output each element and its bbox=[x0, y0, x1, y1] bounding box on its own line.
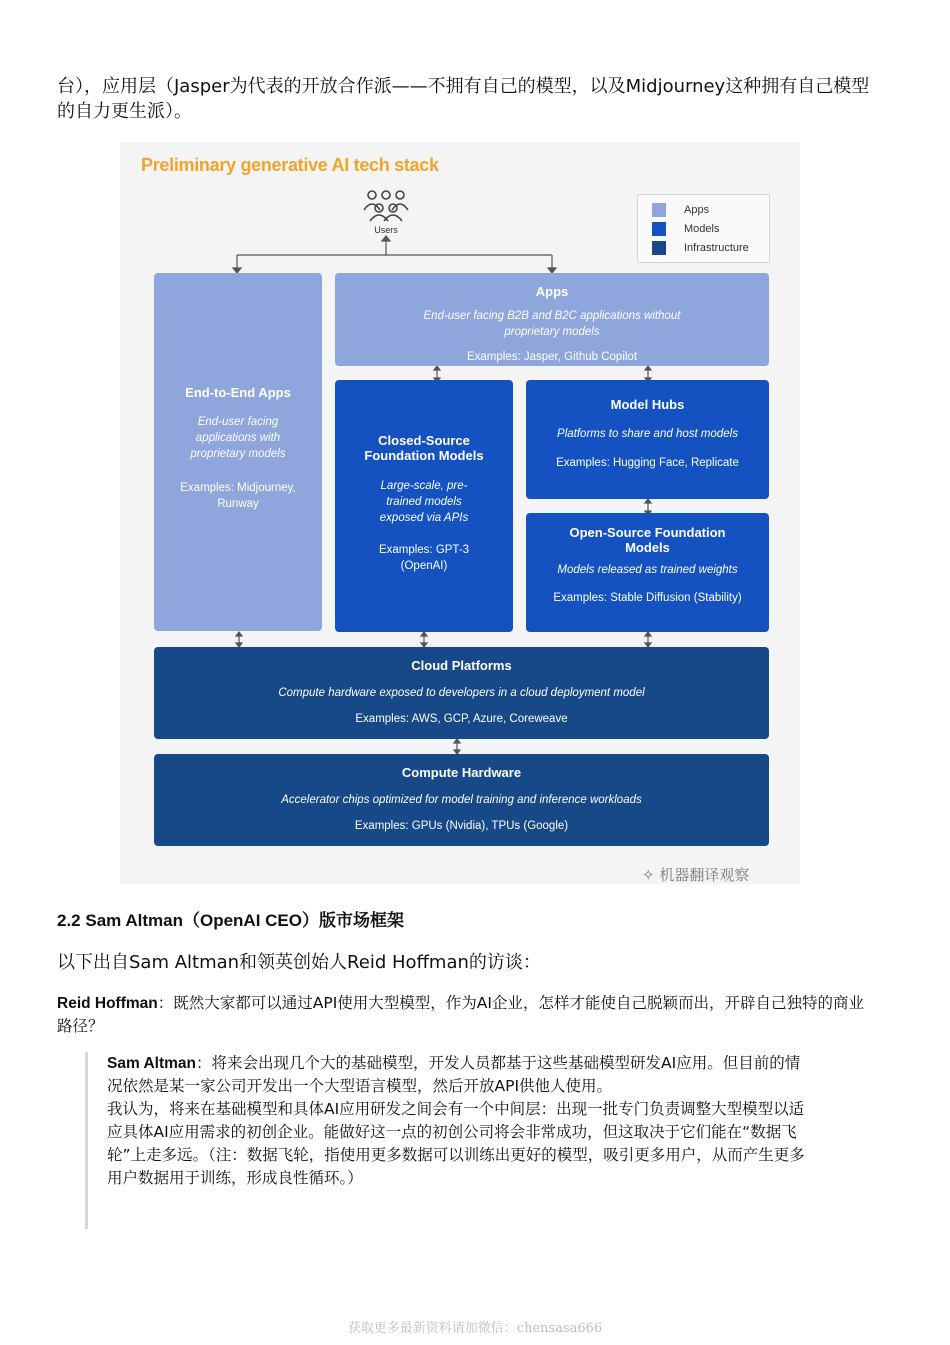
figure-title: Preliminary generative AI tech stack bbox=[141, 155, 439, 175]
legend-swatch-models bbox=[652, 222, 666, 236]
legend-swatch-infrastructure bbox=[652, 241, 666, 255]
legend-apps: Apps bbox=[652, 203, 709, 217]
closed-source-models-box: Closed-Source Foundation Models Large-scale, pre-trained models exposed via APIs Examples: GPT-3 (OpenAI) bbox=[335, 380, 513, 632]
answer-blockquote bbox=[85, 1052, 815, 1229]
answer-paragraph-2: 我认为，将来在基础模型和具体AI应用研发之间会有一个中间层：出现一批专门负责调整大型模型以适应具体AI应用需求的初创企业。能做好这一点的初创公司将会非常成功，但这取决于它们能在“数据飞轮”上走多远。（注：数据飞轮，指使用更多数据可以训练出更好的模型，吸引更多用户，从而产生更多用户数据用于训练，形成良性循环。） bbox=[107, 1100, 805, 1187]
question-paragraph bbox=[57, 992, 872, 1038]
wechat-icon: ✧ bbox=[642, 866, 660, 884]
tech-stack-figure bbox=[120, 142, 800, 884]
figure-watermark: ✧ 机器翻译观察 bbox=[642, 866, 750, 884]
cloud-platforms-box: Cloud Platforms Compute hardware exposed to developers in a cloud deployment model Examples: AWS, GCP, Azure, Coreweave bbox=[154, 647, 769, 739]
section-heading: 2.2 Sam Altman（OpenAI CEO）版市场框架 bbox=[57, 911, 404, 930]
legend-models: Models bbox=[652, 222, 719, 236]
model-hubs-box: Model Hubs Platforms to share and host models Examples: Hugging Face, Replicate bbox=[526, 380, 769, 499]
question-text: ：既然大家都可以通过API使用大型模型，作为AI企业，怎样才能使自己脱颖而出，开辟自己独特的商业路径？ bbox=[57, 994, 864, 1035]
legend-infrastructure: Infrastructure bbox=[652, 241, 749, 255]
intro-paragraph: 台），应用层（Jasper为代表的开放合作派——不拥有自己的模型，以及Midjourney这种拥有自己模型的自力更生派）。 bbox=[57, 76, 870, 122]
end-to-end-apps-box: End-to-End Apps End-user facing applications with proprietary models Examples: Midjourney, Runway bbox=[154, 273, 322, 631]
page-footer: 获取更多最新资料请加微信：chensasa666 bbox=[347, 1321, 603, 1336]
open-source-models-box: Open-Source Foundation Models Models released as trained weights Examples: Stable Diffusion (Stability) bbox=[526, 513, 769, 632]
users-label: Users bbox=[374, 225, 398, 235]
compute-hardware-box: Compute Hardware Accelerator chips optimized for model training and inference workloads Examples: GPUs (Nvidia), TPUs (Google) bbox=[154, 754, 769, 846]
answer-paragraph-1 bbox=[107, 1052, 815, 1098]
answer-text-1: ：将来会出现几个大的基础模型，开发人员都基于这些基础模型研发AI应用。但目前的情况依然是某一家公司开发出一个大型语言模型，然后开放API供他人使用。 bbox=[107, 1054, 801, 1095]
legend bbox=[637, 194, 770, 263]
users-icon bbox=[361, 188, 411, 222]
legend-swatch-apps bbox=[652, 203, 666, 217]
lead-paragraph: 以下出自Sam Altman和领英创始人Reid Hoffman的访谈： bbox=[57, 952, 541, 973]
speaker-sam: Sam Altman bbox=[107, 1055, 197, 1072]
apps-box: Apps End-user facing B2B and B2C applications without proprietary models Examples: Jasper, Github Copilot bbox=[335, 273, 769, 366]
users-node bbox=[358, 188, 414, 235]
speaker-reid: Reid Hoffman bbox=[57, 995, 158, 1012]
